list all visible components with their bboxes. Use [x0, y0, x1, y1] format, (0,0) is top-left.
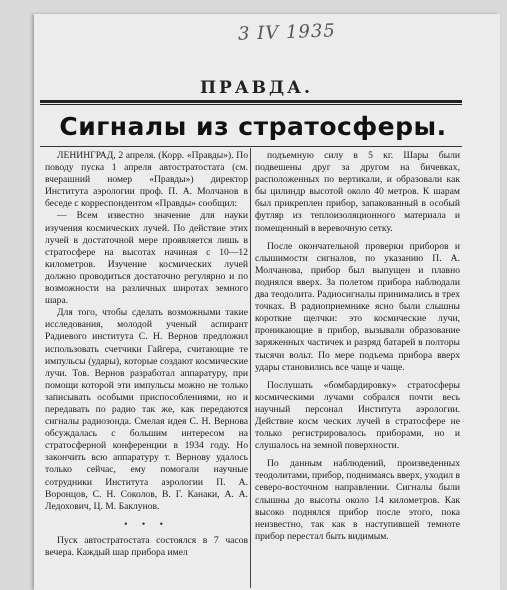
paragraph: Пуск автостратостата состоялся в 7 часов вечера. Каждый шар прибора имел [45, 534, 248, 558]
article-column-left [45, 150, 248, 559]
paragraph: По данным наблюдений, произведенных теодолитами, прибор, поднимаясь вверх, уходил в северо-восточном направлении. Сигналы были слышны до высоты около 14 километров. Как высоко поднялся прибор после этого, пока неизвестно, так как в наступившей темноте прибор перестал быть видимым. [255, 458, 460, 542]
paragraph: Для того, чтобы сделать возможными такие исследования, молодой ученый аспирант Радиевого института С. Н. Вернов предложил использовать счетчики Гайгера, считающие те импульсы (удары), которые создают космические лучи. Тов. Вернов разработал аппаратуру, при помощи которой эти импульсы можно не только записывать особыми приспособлениями, но и передавать по радио так же, как передаются сигналы радиозонда. Смелая идея С. Н. Вернова обсуждалась с большим интересом на стратосферной конференции в 1934 году. Но закончить всю аппаратуру т. Вернову удалось только сейчас, ему помогали научные сотрудники Института аэрологии П. А. Воронцов, С. Н. Соколов, В. Г. Канаки, А. А. Ледохович, Ц. М. Баклунов. [45, 307, 248, 512]
newspaper-masthead: ПРАВДА. [200, 78, 313, 98]
section-separator: • • • [124, 518, 169, 530]
headline-rule [40, 146, 462, 147]
paragraph: подъемную силу в 5 кг. Шары были подвешены друг за другом на бичевках, расположенных по вертикали, и образовали как бы цилиндр высотой около 40 метров. К шарам был прикреплен прибор, запакованный в особый футляр из теплоизоляционного материала и помещенный в веревочную сетку. [255, 150, 460, 234]
handwritten-date: 3 IV 1935 [237, 20, 337, 45]
masthead-rule [40, 100, 462, 103]
column-divider [250, 148, 251, 588]
paragraph: ЛЕНИНГРАД, 2 апреля. (Корр. «Правды»). По поводу пуска 1 апреля автостратостата (см. вчерашний номер «Правды») директор Института аэрологии проф. П. А. Молчанов в беседе с корреспондентом «Правды» сообщил: [45, 150, 248, 210]
masthead-rule-thin [40, 104, 462, 105]
paragraph: — Всем известно значение для науки изучения космических лучей. По действие этих лучей в достаточной мере проявляется лишь в стратосфере на высотах начиная с 10—12 километров. Изучение космических лучей должно проводиться достаточно регулярно и по возможности на различных широтах земного шара. [45, 210, 248, 307]
paragraph: Послушать «бомбардировку» стратосферы космическими лучами собрался почти весь научный персонал Института аэрологии. Действие косм ческих лучей в стратосфере не только регистрировалось приборами, но и слушалось на земной поверхности. [255, 379, 460, 452]
article-headline: Сигналы из стратосферы. [59, 112, 447, 141]
article-column-right [255, 150, 460, 543]
paragraph: После окончательной проверки приборов и слышимости сигналов, по указанию П. А. Молчанова, прибор был выпущен и плавно поднялся вверх. За полетом прибора наблюдали два теодолита. Радиосигналы принимались в трех точках. В радиоприемнике ясно были слышны короткие щелчки: это космические лучи, проникающие в прибор, вызывали образование заряженных частичек и разряд батарей в полторы тысячи вольт. По мере подъема прибора вверх удары становились все чаще и чаще. [255, 240, 460, 373]
